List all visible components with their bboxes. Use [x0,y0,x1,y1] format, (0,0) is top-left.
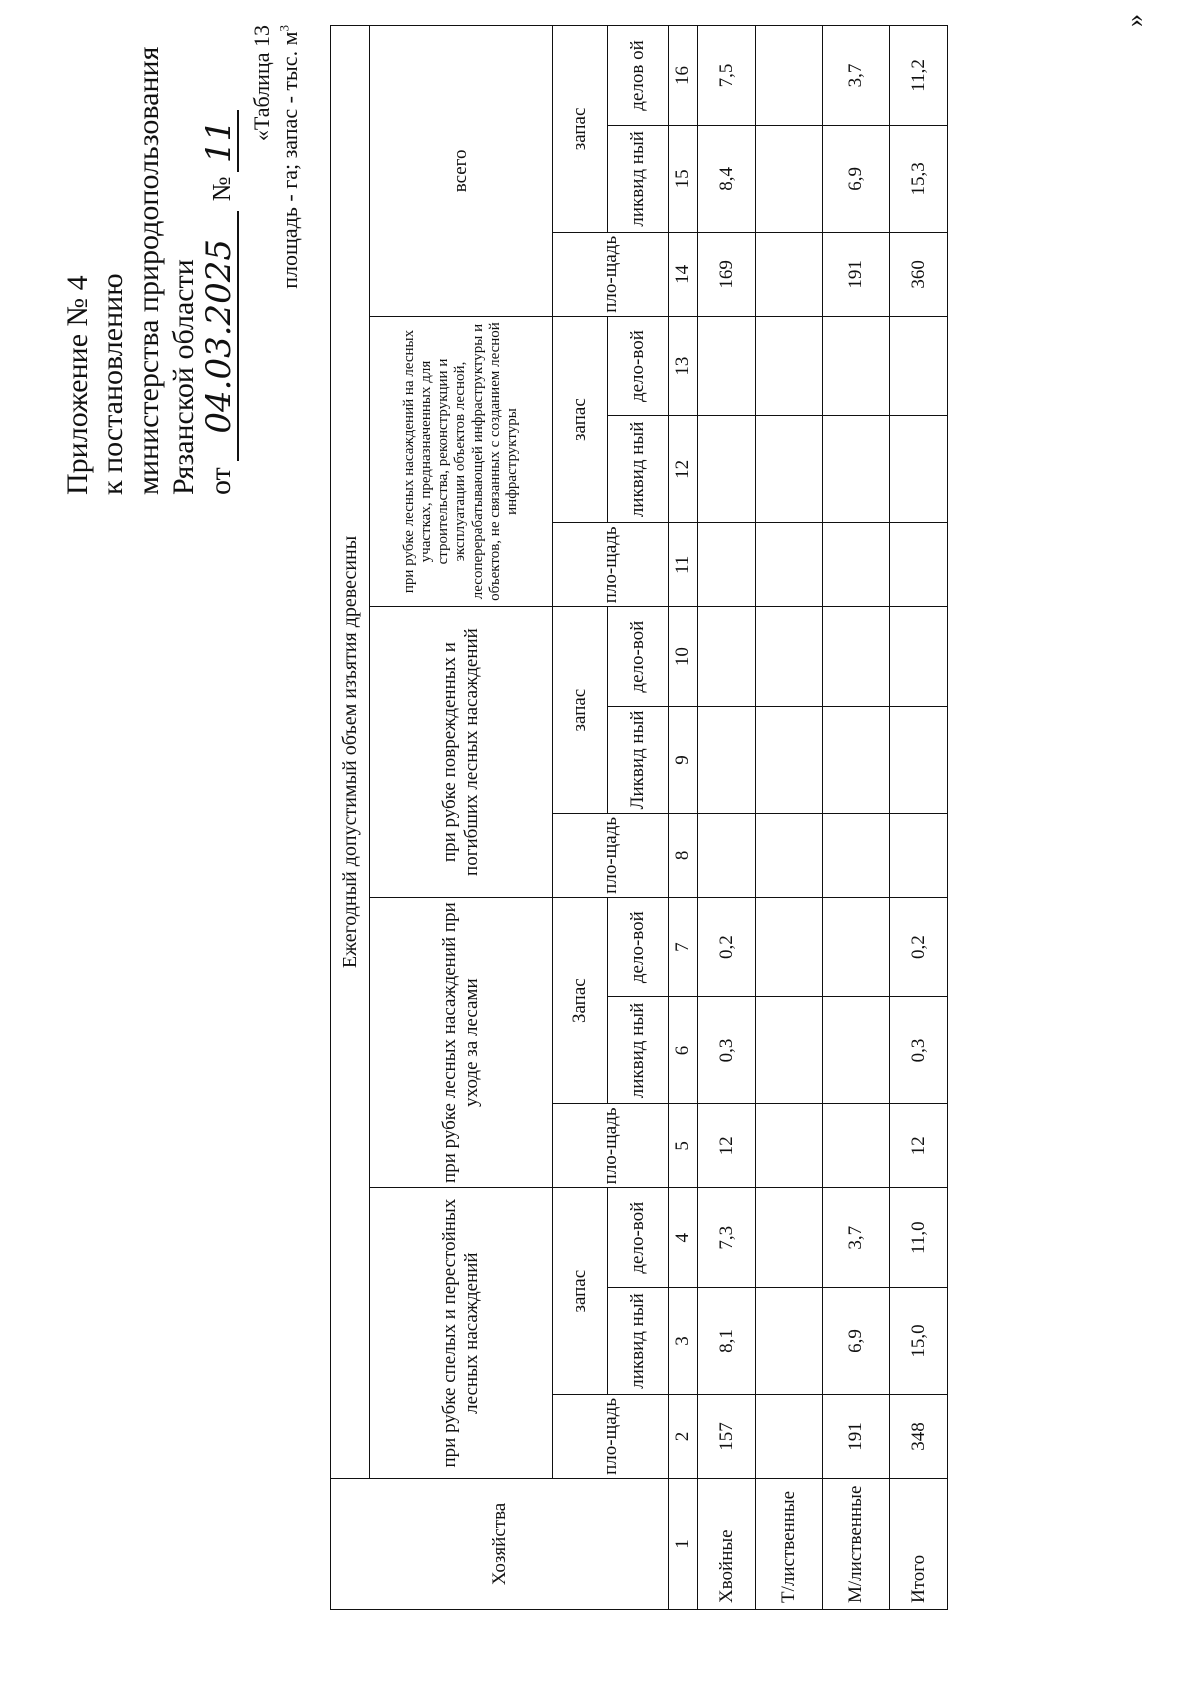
table-cell [756,997,823,1104]
table-cell [756,232,823,316]
table-cell: 6,9 [823,125,890,232]
column-number: 5 [669,1104,698,1188]
sub-header: ликвид ный [608,997,669,1104]
table-label: «Таблица 13 [249,25,274,142]
table-cell: 11,2 [890,26,948,126]
table-cell: 15,0 [890,1288,948,1395]
group-header: при рубке лесных насаждений при уходе за лесами [370,897,553,1188]
row-name: Т/лиственные [756,1478,823,1609]
signature-row [198,25,240,495]
zapas-header: запас [553,607,608,814]
table-cell [890,706,948,813]
table-cell: 3,7 [823,1188,890,1288]
table-cell [890,607,948,707]
table-cell [756,813,823,897]
table-cell [823,607,890,707]
table-cell [698,416,756,523]
table-cell [890,316,948,416]
table-cell [890,523,948,607]
column-number: 12 [669,416,698,523]
row-name: Хвойные [698,1478,756,1609]
table-cell [756,1104,823,1188]
column-number: 8 [669,813,698,897]
sub-header: Ликвид ный [608,706,669,813]
sub-header: дело-вой [608,316,669,416]
table-cell: 8,4 [698,125,756,232]
table-cell: 348 [890,1394,948,1478]
table-cell: 191 [823,1394,890,1478]
table-cell: 12 [698,1104,756,1188]
appendix-header [60,25,239,495]
handwritten-date: 04.03.2025 [202,211,240,461]
column-number: 16 [669,26,698,126]
table-cell: 0,3 [698,997,756,1104]
table-cell: 0,3 [890,997,948,1104]
table-cell [756,1188,823,1288]
group-header: при рубке лесных насаждений на лесных участках, предназначенных для строительства, реконструкции и эксплуатации объектов лесной, лесоперерабатывающей инфраструктуры и объектов, не связанных с созданием лесной инфраструктуры [370,316,553,607]
table-cell: 6,9 [823,1288,890,1395]
zapas-header: запас [553,316,608,523]
table-cell [890,813,948,897]
header-hozyaistva: Хозяйства [331,1478,669,1609]
area-header: пло-щадь [553,232,669,316]
table-top-title: Ежегодный допустимый объем изъятия древесины [331,26,370,1479]
table-cell: 7,5 [698,26,756,126]
handwritten-number: 11 [202,110,240,172]
table-cell [823,523,890,607]
table-row [698,26,756,1610]
zapas-header: запас [553,26,608,233]
header-line: Рязанской области [167,259,201,495]
table-cell: 11,0 [890,1188,948,1288]
table-cell [756,897,823,997]
area-header: пло-щадь [553,813,669,897]
area-header: пло-щадь [553,1394,669,1478]
table-cell [890,416,948,523]
table-cell [698,607,756,707]
column-number: 1 [669,1478,698,1609]
table-cell [698,813,756,897]
sub-header: дело-вой [608,897,669,997]
table-caption [248,25,303,289]
table-cell [823,706,890,813]
table-cell: 360 [890,232,948,316]
column-number: 11 [669,523,698,607]
table-cell: 0,2 [890,897,948,997]
table-cell [756,316,823,416]
table-row [823,26,890,1610]
sub-header: ликвид ный [608,125,669,232]
table-cell: 169 [698,232,756,316]
table-cell: 7,3 [698,1188,756,1288]
sub-header: дело-вой [608,607,669,707]
column-number: 13 [669,316,698,416]
table-row [756,26,823,1610]
column-number: 6 [669,997,698,1104]
sub-header: делов ой [608,26,669,126]
table-cell [756,706,823,813]
table-row [890,26,948,1610]
column-number: 3 [669,1288,698,1395]
table-cell [823,813,890,897]
header-line: к постановлению [96,273,130,495]
table-cell [756,523,823,607]
sub-header: ликвид ный [608,416,669,523]
table-cell: 157 [698,1394,756,1478]
table-cell [756,26,823,126]
row-name: Итого [890,1478,948,1609]
table-cell: 3,7 [823,26,890,126]
header-line: Приложение № 4 [61,275,94,495]
timber-volume-table [330,25,948,1610]
row-name: М/лиственные [823,1478,890,1609]
table-cell [698,316,756,416]
table-cell [823,997,890,1104]
ot-label: от [203,467,237,495]
table-cell: 8,1 [698,1288,756,1395]
table-cell [756,607,823,707]
closing-quote: » [1120,14,1149,27]
sub-header: дело-вой [608,1188,669,1288]
column-number: 7 [669,897,698,997]
table-cell [823,1104,890,1188]
sub-header: ликвид ный [608,1288,669,1395]
table-cell: 15,3 [890,125,948,232]
column-number: 10 [669,607,698,707]
units-superscript: 3 [276,25,292,32]
group-header: при рубке спелых и перестойных лесных насаждений [370,1188,553,1479]
group-header: всего [370,26,553,317]
table-cell: 12 [890,1104,948,1188]
group-header: при рубке поврежденных и погибших лесных насаждений [370,607,553,898]
table-cell [823,316,890,416]
units-text: площадь - га; запас - тыс. м [276,31,302,289]
column-number: 15 [669,125,698,232]
header-line: министерства природопользования [131,46,165,495]
area-header: пло-щадь [553,1104,669,1188]
column-number: 9 [669,706,698,813]
table-cell [756,1288,823,1395]
column-number-row [669,26,698,1610]
table-cell: 191 [823,232,890,316]
table-cell [698,523,756,607]
column-number: 2 [669,1394,698,1478]
units-note [276,25,304,289]
zapas-header: запас [553,1188,608,1395]
table-cell [756,1394,823,1478]
table-cell: 0,2 [698,897,756,997]
column-number: 14 [669,232,698,316]
table-cell [756,125,823,232]
table-body [698,26,948,1610]
zapas-header: Запас [553,897,608,1104]
number-sign: № [206,176,236,202]
area-header: пло-щадь [553,523,669,607]
column-number: 4 [669,1188,698,1288]
table-cell [823,897,890,997]
table-cell [756,416,823,523]
table-cell [823,416,890,523]
table-cell [698,706,756,813]
